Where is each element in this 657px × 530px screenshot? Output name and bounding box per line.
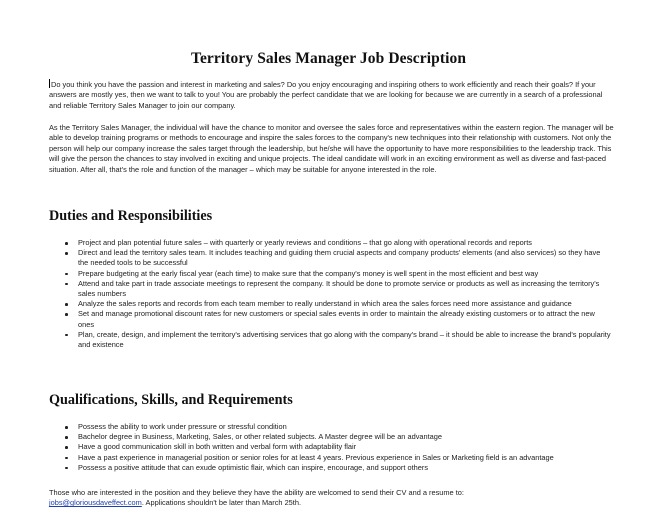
duties-list-item: Project and plan potential future sales – with quarterly or yearly reviews and conditions – that go along with operational records and reports [64, 238, 612, 248]
qualifications-list-item: Have a past experience in managerial position or senior roles for at least 4 years. Previous experience in Sales or Marketing field is an advantage [64, 453, 612, 463]
closing-text: Those who are interested in the position and they believe they have the ability are welcomed to send their CV and a resume to: [49, 488, 464, 497]
role-paragraph: As the Territory Sales Manager, the individual will have the chance to monitor and oversee the sales force and representatives within the eastern region. The manager will be able to develop training programs or methods to encourage and inspire the sales forces to the company's new techniques into their relationship with customers. Not only the person will help our company increase the sales target through the leadership, but he/she will have the opportunity to have more responsibilities to the leadership track. This will give the person the chances to stay involved in exciting and unique projects. The ideal candidate will work in an exciting environment as well as diverse and fast-paced situation. After all, that's the role and function of the manager – which may be suitable for anyone interested in the role. [49, 123, 614, 174]
closing-deadline-text: . Applications shouldn't be later than March 25th. [141, 498, 302, 508]
qualifications-list [64, 422, 612, 473]
duties-list-item: Analyze the sales reports and records from each team member to really understand in which area the sales forces need more assistance and guidance [64, 299, 612, 309]
intro-paragraph-text: Do you think you have the passion and interest in marketing and sales? Do you enjoy encouraging and inspiring others to work efficiently and reach their goals? If your answers are mostly yes, then we want to talk to you! You are probably the perfect candidate that we are looking for because we are currently in a search of a professional and reliable Territory Sales Manager to join our company. [49, 80, 603, 110]
email-link[interactable]: jobs@gloriousdaveffect.com [49, 498, 142, 508]
duties-heading: Duties and Responsibilities [49, 208, 213, 224]
duties-list [64, 238, 612, 350]
qualifications-list-item: Possess a positive attitude that can exude optimistic flair, which can inspire, encourage, and support others [64, 463, 612, 473]
closing-paragraph [49, 488, 615, 509]
duties-list-item: Set and manage promotional discount rates for new customers or special sales events in order to maintain the already existing customers or to attract the new ones [64, 309, 612, 329]
text-cursor [49, 79, 50, 88]
duties-list-item: Direct and lead the territory sales team. It includes teaching and guiding them crucial aspects and company products' elements (and also services) so they have the needed tools to be successful [64, 248, 612, 268]
duties-list-item: Prepare budgeting at the early fiscal year (each time) to make sure that the company's money is well spent in the most efficient and best way [64, 269, 612, 279]
duties-list-item: Plan, create, design, and implement the territory's advertising services that go along with the company's brand – it should be able to increase the brand's popularity and existence [64, 330, 612, 350]
document-title: Territory Sales Manager Job Description [190, 50, 467, 67]
qualifications-heading: Qualifications, Skills, and Requirements [49, 392, 293, 408]
qualifications-list-item: Have a good communication skill in both written and verbal form with adaptability flair [64, 442, 612, 452]
intro-paragraph[interactable] [49, 79, 615, 111]
qualifications-list-item: Possess the ability to work under pressure or stressful condition [64, 422, 612, 432]
duties-list-item: Attend and take part in trade associate meetings to represent the company. It should be done to promote service or products as well as increasing the territory's sales numbers [64, 279, 612, 299]
qualifications-list-item: Bachelor degree in Business, Marketing, Sales, or other related subjects. A Master degree will be an advantage [64, 432, 612, 442]
